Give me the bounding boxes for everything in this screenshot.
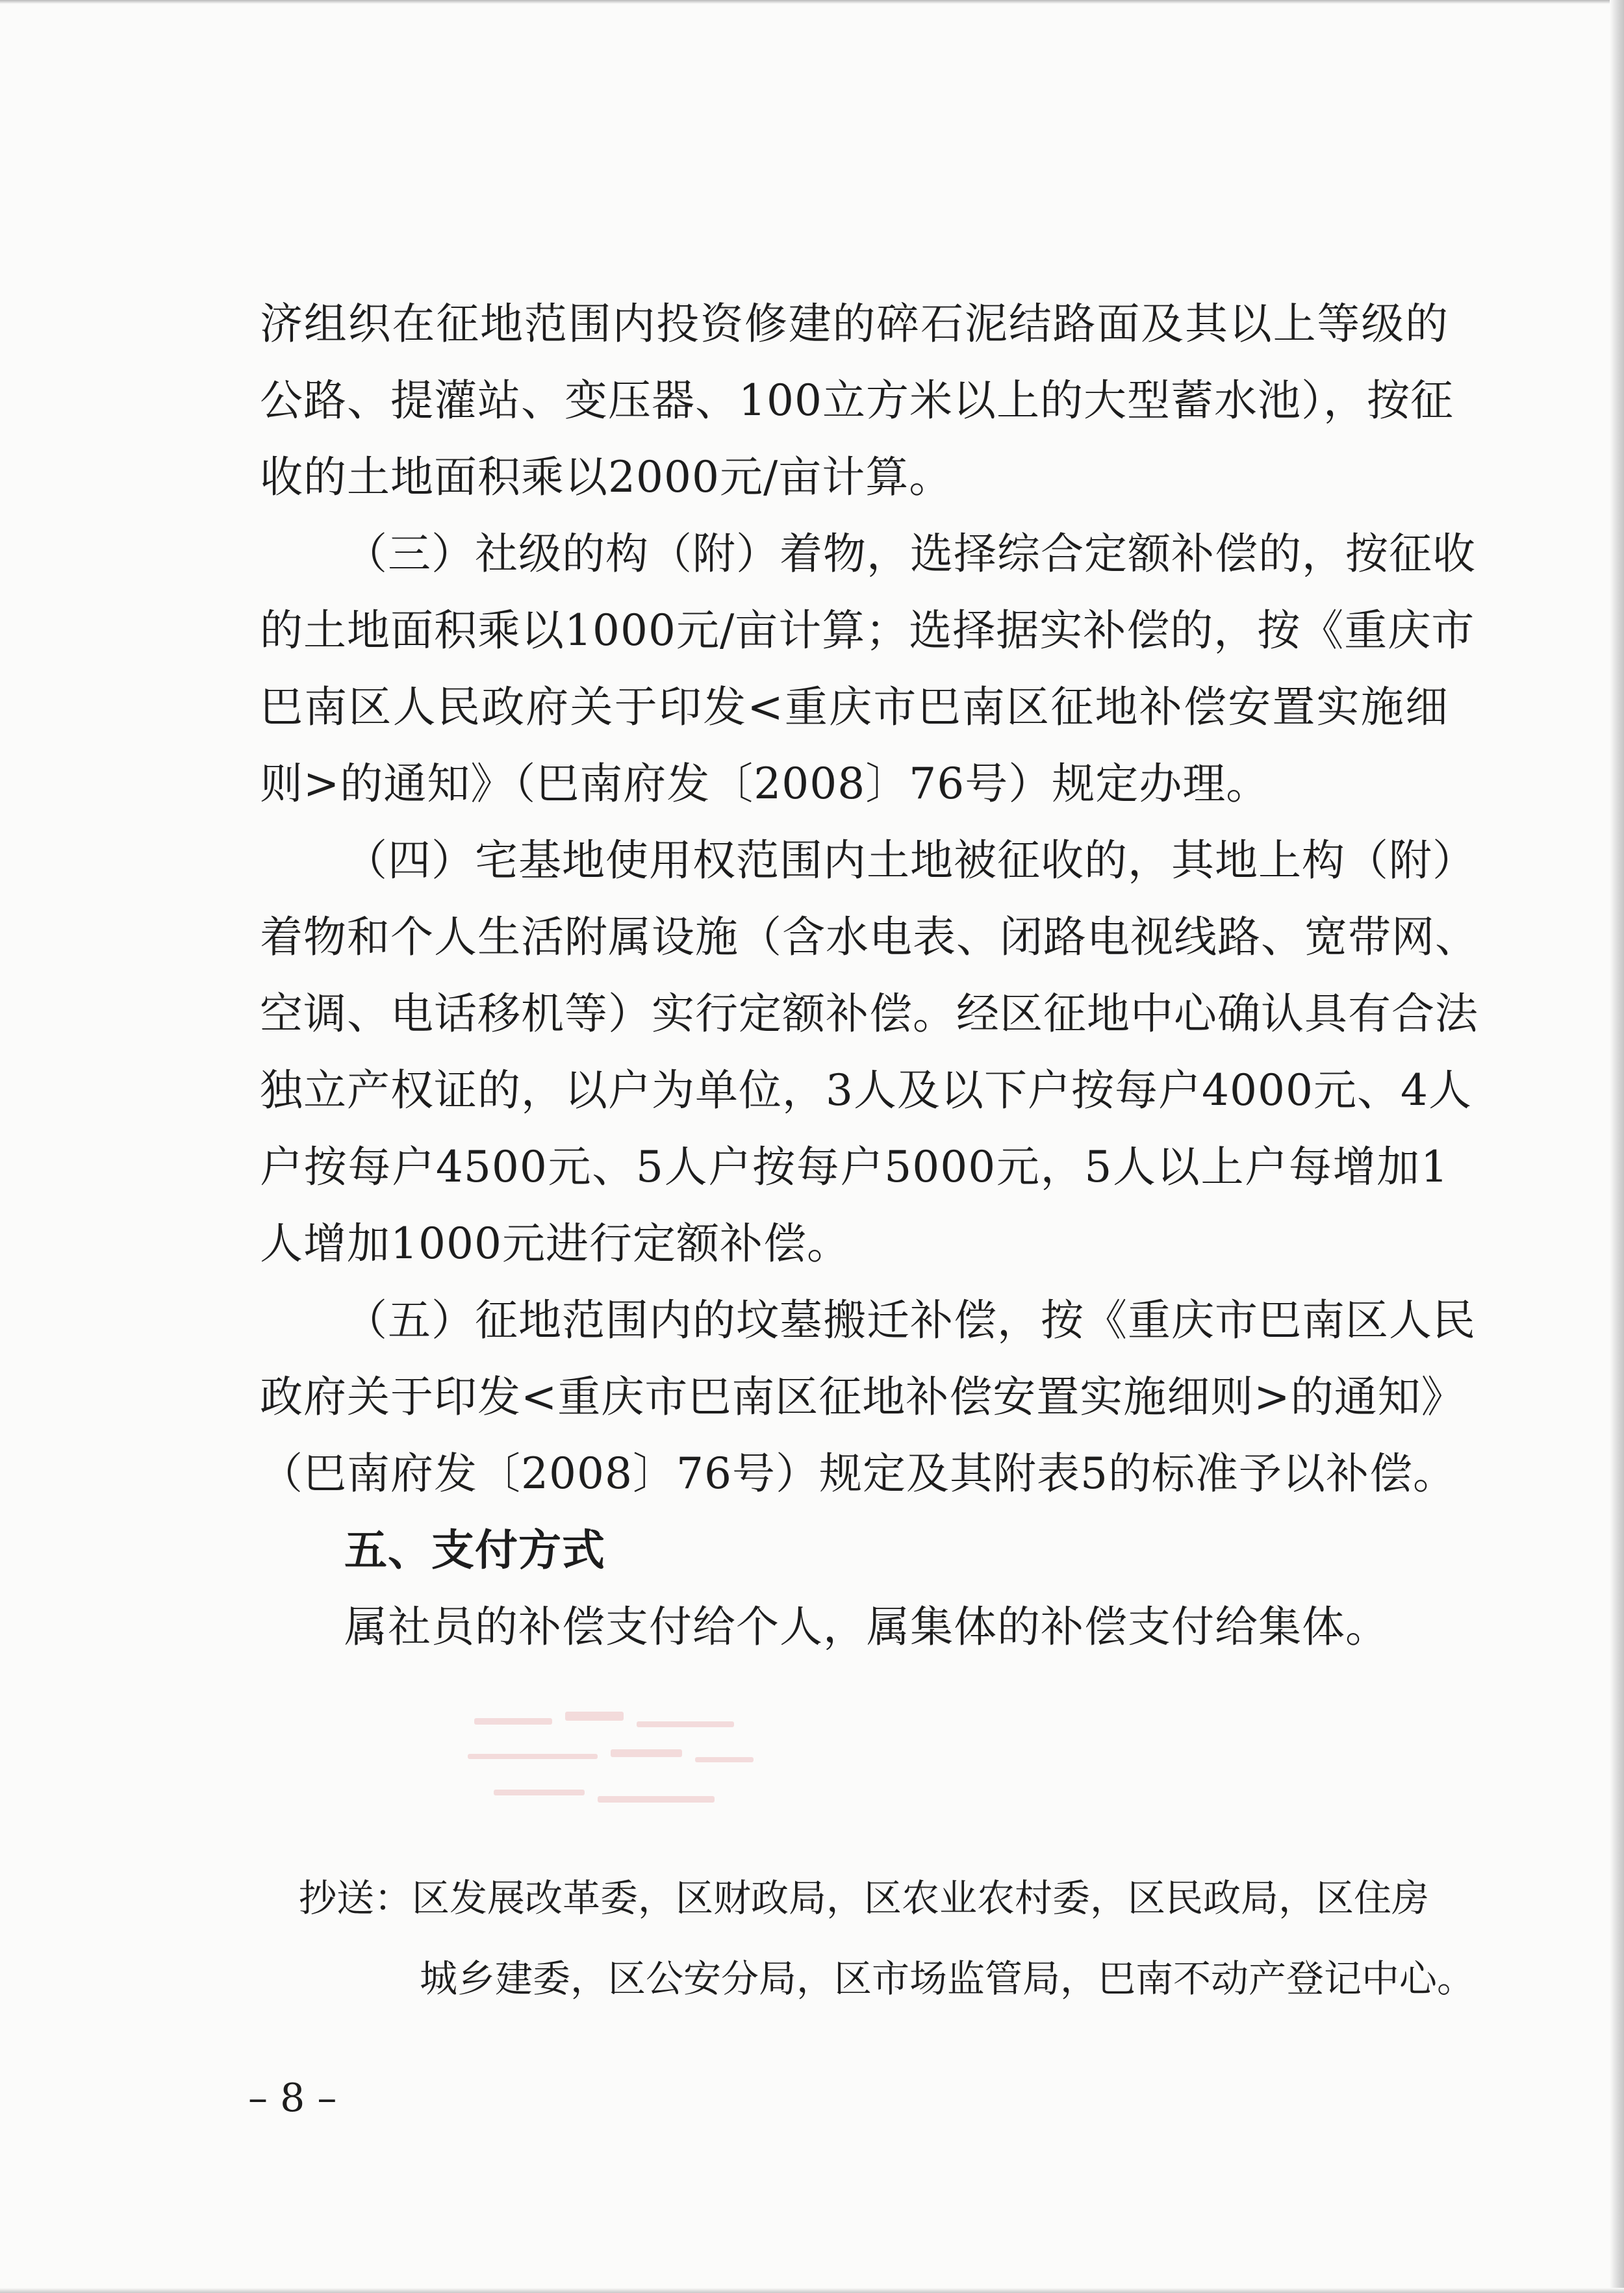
- paragraph-line: 公路、提灌站、变压器、100立方米以上的大型蓄水池），按征: [260, 375, 1454, 425]
- paragraph-line: 巴南区人民政府关于印发<重庆市巴南区征地补偿安置实施细: [260, 682, 1449, 732]
- scan-edge-right: [1610, 0, 1624, 2293]
- cc-line-1: 抄送：区发展改革委，区财政局，区农业农村委，区民政局，区住房: [299, 1876, 1430, 1920]
- paragraph-line: 独立产权证的，以户为单位，3人及以下户按每户4000元、4人: [260, 1065, 1472, 1115]
- scan-edge-bottom: [0, 2288, 1624, 2293]
- paragraph-line: 着物和个人生活附属设施（含水电表、闭路电视线路、宽带网、: [260, 912, 1478, 962]
- document-body: [260, 286, 1478, 1666]
- paragraph-line: （四）宅基地使用权范围内土地被征收的，其地上构（附）: [344, 835, 1476, 885]
- paragraph-line: 空调、电话移机等）实行定额补偿。经区征地中心确认具有合法: [260, 989, 1478, 1039]
- paragraph-line: 济组织在征地范围内投资修建的碎石泥结路面及其以上等级的: [260, 299, 1449, 349]
- page-number: – 8 –: [248, 2075, 337, 2121]
- paragraph-line: 政府关于印发<重庆市巴南区征地补偿安置实施细则>的通知》: [260, 1372, 1465, 1422]
- paragraph-line: （三）社级的构（附）着物，选择综合定额补偿的，按征收: [344, 529, 1476, 579]
- paragraph-line: 则>的通知》（巴南府发〔2008〕76号）规定办理。: [260, 759, 1270, 809]
- faint-seal-stamp: [455, 1692, 793, 1829]
- scan-edge-top: [0, 0, 1624, 4]
- paragraph-line: （五）征地范围内的坟墓搬迁补偿，按《重庆市巴南区人民: [344, 1295, 1476, 1345]
- paragraph-line: 属社员的补偿支付给个人，属集体的补偿支付给集体。: [344, 1602, 1389, 1652]
- paragraph-line: （巴南府发〔2008〕76号）规定及其附表5的标准予以补偿。: [260, 1449, 1456, 1499]
- cc-list: [299, 1858, 1475, 2019]
- paragraph-line: 人增加1000元进行定额补偿。: [260, 1219, 850, 1269]
- paragraph-line: 的土地面积乘以1000元/亩计算；选择据实补偿的，按《重庆市: [260, 605, 1475, 655]
- cc-line-2: 城乡建委，区公安分局，区市场监管局，巴南不动产登记中心。: [420, 1957, 1475, 2001]
- paragraph-line: 收的土地面积乘以2000元/亩计算。: [260, 452, 953, 502]
- section-heading: 五、支付方式: [344, 1525, 605, 1575]
- paragraph-line: 户按每户4500元、5人户按每户5000元，5人以上户每增加1: [260, 1142, 1449, 1192]
